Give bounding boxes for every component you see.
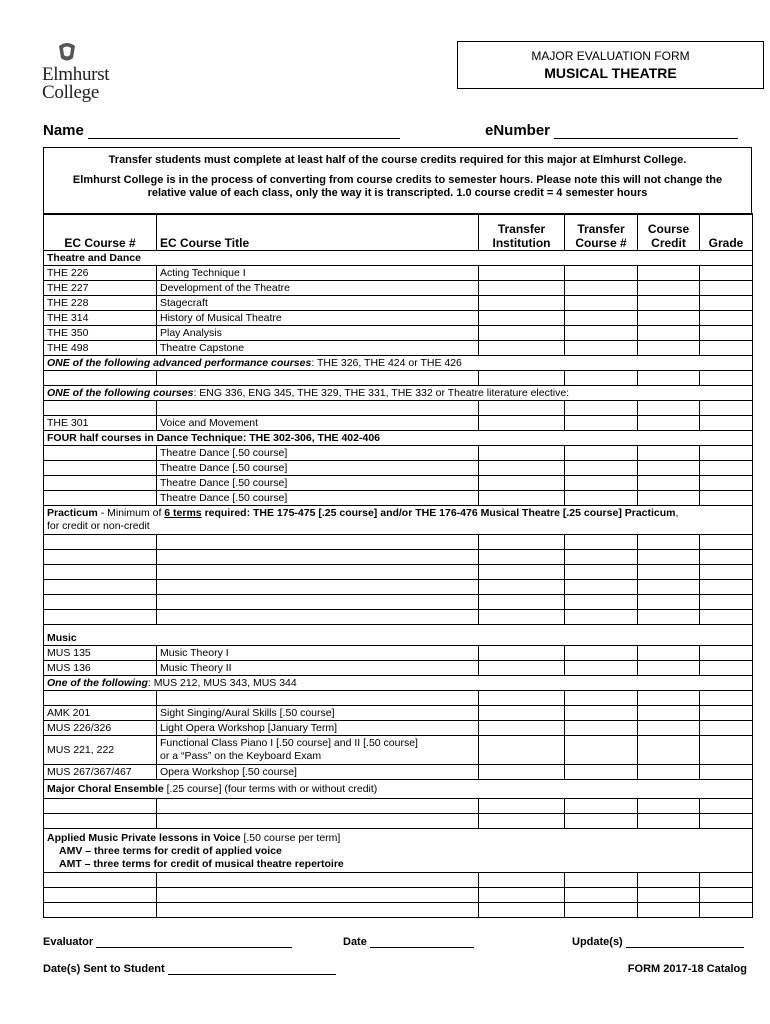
form-title-box [457,41,764,89]
blank-row [44,595,753,610]
table-row: THE 228 Stagecraft [44,296,753,311]
sent-input[interactable] [168,963,336,975]
blank-row [44,580,753,595]
logo-line1: Elmhurst [42,64,110,85]
program-title: MUSICAL THEATRE [544,65,677,81]
name-input[interactable] [88,124,400,139]
table-row: Theatre Dance [.50 course] [44,461,753,476]
header-course-credit: Course Credit [638,214,700,251]
table-row: THE 301 Voice and Movement [44,416,753,431]
table-row: THE 227 Development of the Theatre [44,281,753,296]
blank-row [44,799,753,814]
practicum-label: Practicum - Minimum of 6 terms required: THE 175-475 [.25 course] and/or THE 176-476 Musical Theatre [.25 course] Practicum, for credit or non-credit [44,506,753,535]
updates-field [572,936,744,948]
note-conversion: Elmhurst College is in the process of converting from course credits to semester hours. Please note this will not change the relative value of each class, only the way it is transcripted. 1.0 course credit = 4 semester hours [72,174,723,199]
header-transfer-course: Transfer Course # [565,214,638,251]
dance-label: FOUR half courses in Dance Technique: THE 302-306, THE 402-406 [44,431,753,446]
enumber-label: eNumber [485,122,551,139]
evaluator-input[interactable] [96,936,292,948]
name-field [43,122,400,139]
header-row [44,214,753,251]
course-table [43,213,753,918]
section-theatre: Theatre and Dance [44,251,753,266]
table-row: Theatre Dance [.50 course] [44,491,753,506]
table-row: MUS 267/367/467 Opera Workshop [.50 course] [44,765,753,780]
evaluator-label: Evaluator [43,936,94,948]
table-row: MUS 136 Music Theory II [44,661,753,676]
form-version: FORM 2017-18 Catalog [627,963,747,975]
updates-label: Update(s) [572,936,623,948]
table-row: MUS 135 Music Theory I [44,646,753,661]
blank-row [44,535,753,550]
enumber-input[interactable] [554,124,738,139]
name-label: Name [43,122,84,139]
blank-row [44,691,753,706]
table-row: THE 226 Acting Technique I [44,266,753,281]
applied-label: Applied Music Private lessons in Voice [.50 course per term] AMV – three terms for credit of applied voice AMT – three terms for credit of musical theatre repertoire [44,829,753,873]
blank-row [44,401,753,416]
sent-field [43,963,336,975]
date-label: Date [343,936,367,948]
evaluator-field [43,936,292,948]
blank-row [44,550,753,565]
enumber-field [485,122,738,139]
section-music: Music [44,625,753,646]
music-one-label: One of the following: MUS 212, MUS 343, MUS 344 [44,676,753,691]
logo-line2: College [42,82,99,103]
shield-emblem-icon [56,42,78,64]
date-field [343,936,474,948]
note-transfer: Transfer students must complete at least half of the course credits required for this major at Elmhurst College. [108,154,687,166]
one-course-label: ONE of the following courses: ENG 336, ENG 345, THE 329, THE 331, THE 332 or Theatre literature elective: [44,386,753,401]
table-row: THE 314 History of Musical Theatre [44,311,753,326]
header-transfer-institution: Transfer Institution [479,214,565,251]
table-row: THE 350 Play Analysis [44,326,753,341]
college-logo [42,42,118,104]
table-row: AMK 201 Sight Singing/Aural Skills [.50 course] [44,706,753,721]
blank-row [44,371,753,386]
header-course-title: EC Course Title [157,214,479,251]
table-row: Theatre Dance [.50 course] [44,476,753,491]
choral-label: Major Choral Ensemble [.25 course] (four terms with or without credit) [44,780,753,799]
notes-box [43,147,752,215]
table-row: MUS 226/326 Light Opera Workshop [January Term] [44,721,753,736]
table-row: Theatre Dance [.50 course] [44,446,753,461]
blank-row [44,565,753,580]
header-course-num: EC Course # [44,214,157,251]
sent-label: Date(s) Sent to Student [43,963,165,975]
blank-row [44,610,753,625]
blank-row [44,814,753,829]
date-input[interactable] [370,936,474,948]
updates-input[interactable] [626,936,744,948]
table-row: THE 498 Theatre Capstone [44,341,753,356]
blank-row [44,873,753,888]
advanced-performance-label: ONE of the following advanced performance courses: THE 326, THE 424 or THE 426 [44,356,753,371]
header-grade: Grade [700,214,753,251]
form-title: MAJOR EVALUATION FORM [531,49,690,63]
table-row: MUS 221, 222 Functional Class Piano I [.50 course] and II [.50 course] or a “Pass” on the Keyboard Exam [44,736,753,765]
blank-row [44,888,753,903]
blank-row [44,903,753,918]
